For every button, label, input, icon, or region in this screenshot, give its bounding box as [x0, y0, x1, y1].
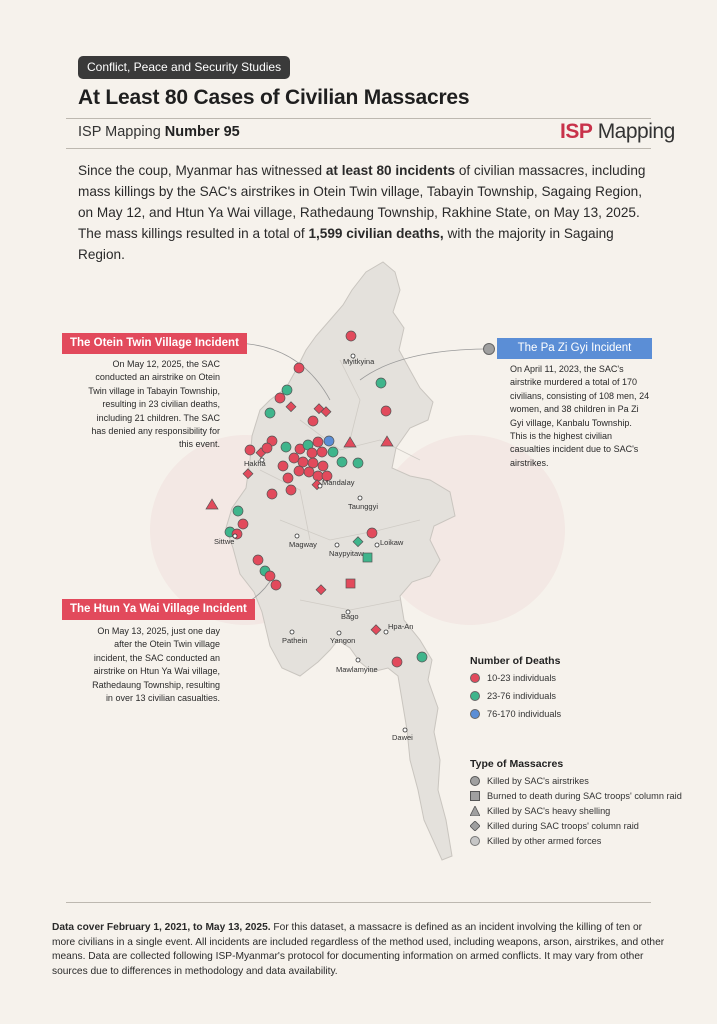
city-label-taunggyi: Taunggyi	[348, 502, 379, 511]
marker	[245, 445, 255, 455]
marker	[275, 393, 285, 403]
marker	[363, 553, 372, 562]
marker	[265, 408, 275, 418]
marker	[308, 416, 318, 426]
city-label-loikaw: Loikaw	[380, 538, 404, 547]
marker	[328, 447, 338, 457]
marker	[353, 458, 363, 468]
legend-swatch-green	[470, 691, 480, 701]
city-label-bago: Bago	[341, 612, 359, 621]
legend-deaths-row	[470, 671, 561, 685]
footer-divider	[66, 902, 651, 903]
page-title: At Least 80 Cases of Civilian Massacres	[78, 86, 470, 109]
otein-panel-title: The Otein Twin Village Incident	[62, 333, 247, 354]
circle-outline-icon	[470, 836, 480, 846]
city-label-sittwe: Sittwe	[214, 537, 235, 546]
marker	[271, 580, 281, 590]
legend-deaths-title: Number of Deaths	[470, 655, 561, 667]
city-label-naypyitaw: Naypyitaw	[329, 549, 364, 558]
marker	[346, 331, 356, 341]
city-label-mawlamyine: Mawlamyine	[336, 665, 378, 674]
diamond-icon	[470, 821, 480, 831]
marker	[308, 458, 318, 468]
marker	[367, 528, 377, 538]
legend-type-row	[470, 834, 682, 848]
marker	[294, 363, 304, 373]
intro-text-1: Since the coup, Myanmar has witnessed	[78, 163, 326, 178]
marker	[346, 579, 355, 588]
pazigyi-panel-title: The Pa Zi Gyi Incident	[497, 338, 652, 359]
city-label-hpa-an: Hpa-An	[388, 622, 414, 631]
city-label-dawei: Dawei	[392, 733, 413, 742]
intro-bold-deaths: 1,599 civilian deaths,	[308, 226, 444, 241]
marker	[267, 489, 277, 499]
htunyawai-panel-title: The Htun Ya Wai Village Incident	[62, 599, 255, 620]
marker	[233, 506, 243, 516]
legend-type-row	[470, 789, 682, 803]
marker	[253, 555, 263, 565]
marker	[392, 657, 402, 667]
legend-type-row	[470, 774, 682, 788]
footer-text: For this dataset, a massacre is defined as an incident involving the killing of ten or more civilians in a single event. All incidents are included regardless of the method used, including weapons, arson, airstrikes, and other means. Data are collected following ISP-Myanmar's protocol for documenting information on armed conflicts. It may vary from other sources due to differences in methodology and data availability.	[52, 922, 665, 977]
intro-bold-incidents: at least 80 incidents	[325, 163, 456, 178]
triangle-icon	[470, 806, 480, 816]
pazigyi-callout-dot	[483, 343, 495, 355]
marker	[417, 652, 427, 662]
city-label-pathein: Pathein	[282, 636, 308, 645]
intro-text-3: with the majority in Sagaing Region.	[78, 226, 614, 262]
legend-type-label: Killed by SAC's airstrikes	[487, 776, 589, 786]
series-number: Number 95	[164, 124, 240, 140]
marker	[337, 457, 347, 467]
marker	[262, 443, 272, 453]
legend-type-label: Killed by other armed forces	[487, 836, 602, 846]
marker	[294, 466, 304, 476]
marker	[376, 378, 386, 388]
marker	[307, 448, 317, 458]
city-label-myitkyina: Myitkyina	[343, 357, 375, 366]
marker	[317, 447, 327, 457]
legend-type-row	[470, 819, 682, 833]
footer-bold: Data cover February 1, 2021, to May 13, 2025.	[52, 922, 271, 933]
series-prefix: ISP Mapping	[78, 124, 165, 140]
marker	[318, 461, 328, 471]
marker	[238, 519, 248, 529]
legend-deaths-row	[470, 707, 561, 721]
footer-note	[52, 921, 667, 979]
marker	[289, 453, 299, 463]
marker	[281, 442, 291, 452]
legend-deaths-label: 76-170 individuals	[487, 709, 562, 719]
marker	[304, 467, 314, 477]
city-label-hakha: Hakha	[244, 459, 266, 468]
legend-type-row	[470, 804, 682, 818]
legend-swatch-red	[470, 673, 480, 683]
city-label-mandalay: Mandalay	[322, 478, 355, 487]
legend-type-label: Burned to death during SAC troops' column raid	[487, 791, 682, 801]
marker	[265, 571, 275, 581]
marker	[282, 385, 292, 395]
marker	[283, 473, 293, 483]
logo-isp: ISP	[560, 120, 593, 143]
city-label-magway: Magway	[289, 540, 317, 549]
otein-panel-text: On May 12, 2025, the SAC conducted an airstrike on Otein Twin village in Tabayin Township, resulting in 23 civilian deaths, including 21 children. The SAC has denied any responsibility for this event.	[88, 359, 220, 450]
circle-icon	[470, 776, 480, 786]
legend-deaths-label: 10-23 individuals	[487, 673, 556, 683]
intro-text-2: of civilian massacres, including mass killings by the SAC's airstrikes in Otein Twin village, Tabayin Township, Sagaing Region, on May 12, and Htun Ya Wai village, Rathedaung Township, Rakhine State, on May 13, 2025. The mass killings resulted in a total of	[78, 163, 646, 241]
city-label-yangon: Yangon	[330, 636, 356, 645]
legend-swatch-blue	[470, 709, 480, 719]
marker	[298, 457, 308, 467]
category-tag: Conflict, Peace and Security Studies	[78, 56, 290, 79]
legend-type-label: Killed during SAC troops' column raid	[487, 821, 639, 831]
htunyawai-panel-text: On May 13, 2025, just one day after the Otein Twin village incident, the SAC conducted an airstrike on Htun Ya Wai village, Rathedaung Township, resulting in over 13 civilian casualties.	[92, 626, 220, 704]
logo-mapping: Mapping	[592, 120, 675, 143]
marker	[286, 485, 296, 495]
square-icon	[470, 791, 480, 801]
marker	[278, 461, 288, 471]
marker	[313, 437, 323, 447]
legend-deaths	[470, 671, 561, 721]
legend-types	[470, 774, 682, 848]
marker	[381, 406, 391, 416]
legend-deaths-row	[470, 689, 561, 703]
marker	[324, 436, 334, 446]
legend-deaths-label: 23-76 individuals	[487, 691, 556, 701]
pazigyi-panel-text: On April 11, 2023, the SAC's airstrike murdered a total of 170 civilians, consisting of 108 men, 24 women, and 38 children in Pa Zi Gyi village, Kanbalu Township. This is the highest civilian casualties incident due to SAC's airstrikes.	[510, 364, 650, 468]
legend-type-label: Killed by SAC's heavy shelling	[487, 806, 611, 816]
legend-types-title: Type of Massacres	[470, 758, 564, 770]
